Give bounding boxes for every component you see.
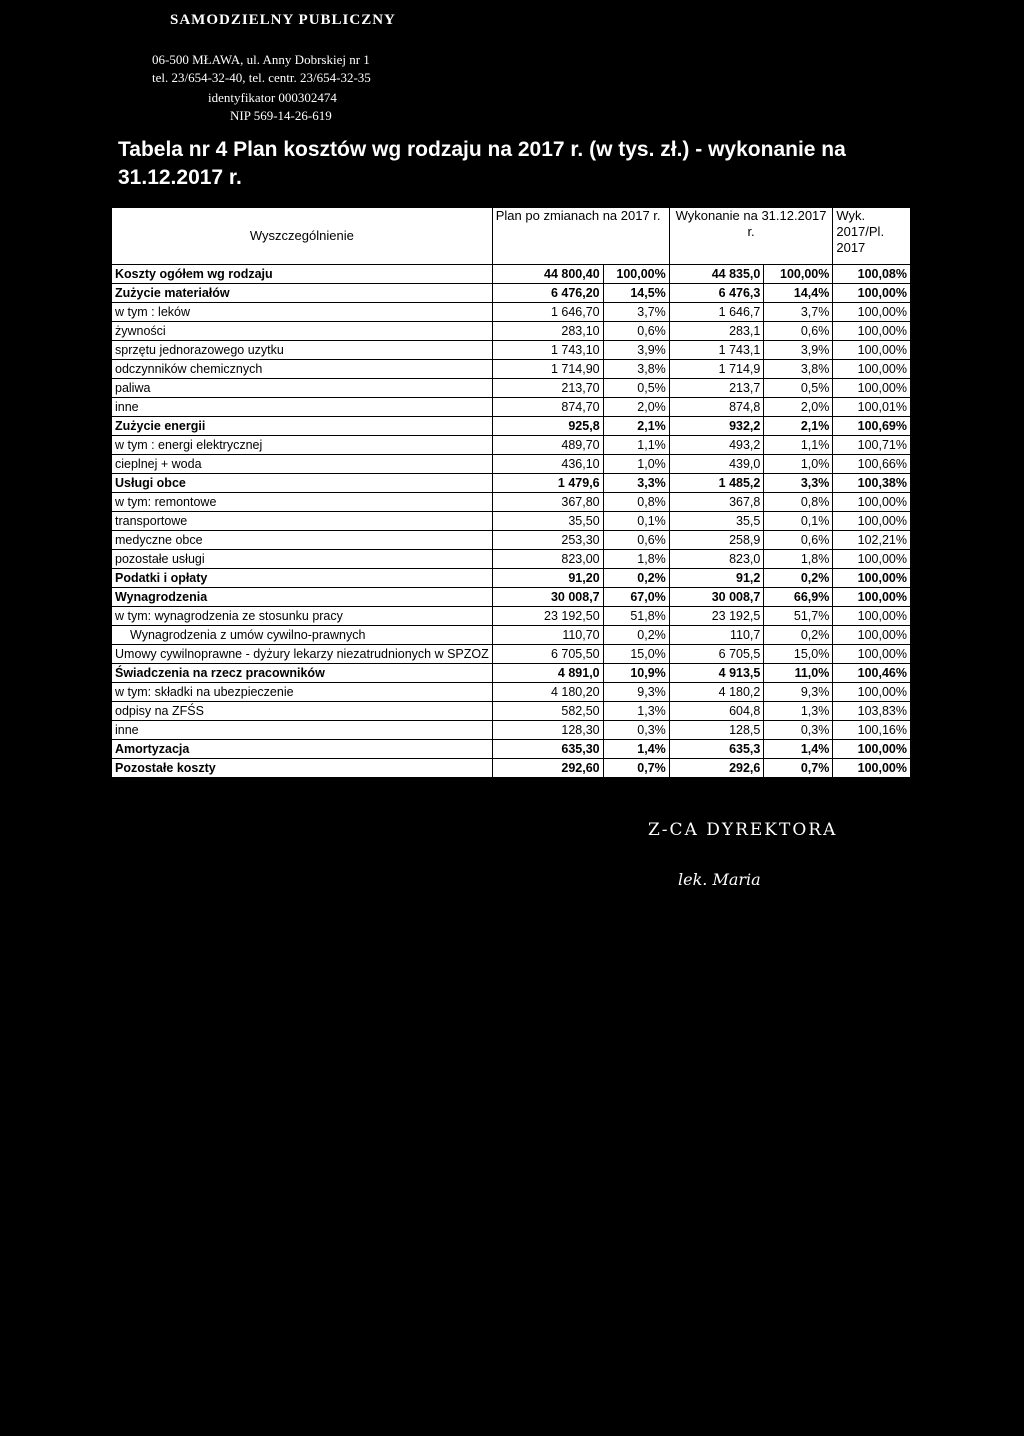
- plan-value: 292,60: [492, 759, 603, 778]
- table-row: [112, 493, 911, 512]
- execution-value: 439,0: [669, 455, 764, 474]
- row-label: inne: [112, 398, 493, 417]
- row-label: Świadczenia na rzecz pracowników: [112, 664, 493, 683]
- execution-value: 1 485,2: [669, 474, 764, 493]
- execution-share: 100,00%: [764, 265, 833, 284]
- plan-value: 44 800,40: [492, 265, 603, 284]
- row-label: Zużycie materiałów: [112, 284, 493, 303]
- plan-share: 1,0%: [603, 455, 669, 474]
- row-label: Pozostałe koszty: [112, 759, 493, 778]
- plan-value: 1 479,6: [492, 474, 603, 493]
- header-description: Wyszczególnienie: [112, 208, 493, 265]
- table-row: [112, 474, 911, 493]
- plan-value: 35,50: [492, 512, 603, 531]
- plan-share: 2,1%: [603, 417, 669, 436]
- execution-ratio: 100,00%: [833, 284, 911, 303]
- execution-value: 23 192,5: [669, 607, 764, 626]
- row-label: Wynagrodzenia: [112, 588, 493, 607]
- execution-share: 2,1%: [764, 417, 833, 436]
- plan-share: 3,9%: [603, 341, 669, 360]
- stamp-phone: tel. 23/654-32-40, tel. centr. 23/654-32-35: [152, 70, 371, 85]
- row-label: żywności: [112, 322, 493, 341]
- execution-value: 367,8: [669, 493, 764, 512]
- execution-ratio: 100,00%: [833, 550, 911, 569]
- execution-ratio: 100,00%: [833, 303, 911, 322]
- execution-value: 874,8: [669, 398, 764, 417]
- execution-ratio: 103,83%: [833, 702, 911, 721]
- plan-share: 0,6%: [603, 322, 669, 341]
- execution-ratio: 100,08%: [833, 265, 911, 284]
- header-execution: Wykonanie na 31.12.2017 r.: [669, 208, 833, 265]
- plan-share: 1,4%: [603, 740, 669, 759]
- row-label: Zużycie energii: [112, 417, 493, 436]
- plan-value: 367,80: [492, 493, 603, 512]
- row-label: odpisy na ZFŚS: [112, 702, 493, 721]
- plan-share: 0,8%: [603, 493, 669, 512]
- execution-ratio: 100,00%: [833, 341, 911, 360]
- execution-value: 635,3: [669, 740, 764, 759]
- execution-value: 292,6: [669, 759, 764, 778]
- table-row: [112, 588, 911, 607]
- plan-share: 9,3%: [603, 683, 669, 702]
- row-label: cieplnej + woda: [112, 455, 493, 474]
- execution-ratio: 100,01%: [833, 398, 911, 417]
- table-row: [112, 626, 911, 645]
- execution-share: 0,3%: [764, 721, 833, 740]
- execution-ratio: 100,16%: [833, 721, 911, 740]
- table-row: [112, 379, 911, 398]
- execution-ratio: 100,00%: [833, 569, 911, 588]
- table-row: [112, 341, 911, 360]
- signature-name: lek. Maria: [678, 870, 761, 889]
- execution-share: 0,2%: [764, 626, 833, 645]
- row-label: pozostałe usługi: [112, 550, 493, 569]
- table-title: Tabela nr 4 Plan kosztów wg rodzaju na 2017 r. (w tys. zł.) - wykonanie na 31.12.2017 r.: [118, 138, 846, 189]
- table-row: [112, 702, 911, 721]
- execution-share: 0,5%: [764, 379, 833, 398]
- execution-ratio: 100,00%: [833, 588, 911, 607]
- plan-value: 23 192,50: [492, 607, 603, 626]
- execution-ratio: 100,66%: [833, 455, 911, 474]
- table-row: [112, 360, 911, 379]
- execution-ratio: 102,21%: [833, 531, 911, 550]
- execution-share: 0,7%: [764, 759, 833, 778]
- plan-share: 0,2%: [603, 569, 669, 588]
- execution-ratio: 100,46%: [833, 664, 911, 683]
- plan-share: 1,1%: [603, 436, 669, 455]
- execution-value: 283,1: [669, 322, 764, 341]
- plan-share: 1,3%: [603, 702, 669, 721]
- row-label: w tym : leków: [112, 303, 493, 322]
- table-row: [112, 759, 911, 778]
- execution-value: 35,5: [669, 512, 764, 531]
- table-row: [112, 740, 911, 759]
- row-label: inne: [112, 721, 493, 740]
- plan-value: 1 714,90: [492, 360, 603, 379]
- execution-ratio: 100,71%: [833, 436, 911, 455]
- execution-share: 2,0%: [764, 398, 833, 417]
- table-row: [112, 265, 911, 284]
- plan-share: 67,0%: [603, 588, 669, 607]
- plan-value: 128,30: [492, 721, 603, 740]
- execution-value: 44 835,0: [669, 265, 764, 284]
- plan-share: 51,8%: [603, 607, 669, 626]
- execution-share: 0,6%: [764, 322, 833, 341]
- execution-ratio: 100,00%: [833, 493, 911, 512]
- execution-ratio: 100,00%: [833, 759, 911, 778]
- execution-share: 0,6%: [764, 531, 833, 550]
- execution-share: 0,2%: [764, 569, 833, 588]
- execution-ratio: 100,00%: [833, 360, 911, 379]
- plan-share: 0,3%: [603, 721, 669, 740]
- plan-share: 0,7%: [603, 759, 669, 778]
- plan-share: 3,3%: [603, 474, 669, 493]
- plan-value: 4 180,20: [492, 683, 603, 702]
- row-label: Podatki i opłaty: [112, 569, 493, 588]
- execution-share: 9,3%: [764, 683, 833, 702]
- stamp-nip: NIP 569-14-26-619: [230, 108, 332, 123]
- plan-value: 253,30: [492, 531, 603, 550]
- row-label: Wynagrodzenia z umów cywilno-prawnych: [112, 626, 493, 645]
- plan-value: 489,70: [492, 436, 603, 455]
- plan-value: 436,10: [492, 455, 603, 474]
- row-label: Usługi obce: [112, 474, 493, 493]
- plan-value: 110,70: [492, 626, 603, 645]
- execution-value: 4 913,5: [669, 664, 764, 683]
- execution-value: 4 180,2: [669, 683, 764, 702]
- plan-value: 4 891,0: [492, 664, 603, 683]
- execution-value: 6 476,3: [669, 284, 764, 303]
- table-row: [112, 721, 911, 740]
- plan-value: 6 705,50: [492, 645, 603, 664]
- plan-value: 874,70: [492, 398, 603, 417]
- table-row: [112, 645, 911, 664]
- execution-share: 1,4%: [764, 740, 833, 759]
- plan-share: 100,00%: [603, 265, 669, 284]
- execution-ratio: 100,69%: [833, 417, 911, 436]
- execution-ratio: 100,00%: [833, 683, 911, 702]
- execution-value: 1 646,7: [669, 303, 764, 322]
- execution-share: 14,4%: [764, 284, 833, 303]
- table-row: [112, 607, 911, 626]
- row-label: Amortyzacja: [112, 740, 493, 759]
- row-label: transportowe: [112, 512, 493, 531]
- execution-share: 1,1%: [764, 436, 833, 455]
- execution-value: 932,2: [669, 417, 764, 436]
- plan-share: 2,0%: [603, 398, 669, 417]
- execution-share: 0,8%: [764, 493, 833, 512]
- table-row: [112, 436, 911, 455]
- plan-share: 10,9%: [603, 664, 669, 683]
- execution-ratio: 100,00%: [833, 740, 911, 759]
- plan-share: 15,0%: [603, 645, 669, 664]
- stamp-identifier: identyfikator 000302474: [208, 90, 337, 105]
- row-label: w tym: składki na ubezpieczenie: [112, 683, 493, 702]
- execution-ratio: 100,00%: [833, 379, 911, 398]
- execution-value: 128,5: [669, 721, 764, 740]
- stamp-address: 06-500 MŁAWA, ul. Anny Dobrskiej nr 1: [152, 52, 370, 67]
- table-row: [112, 683, 911, 702]
- table-row: [112, 322, 911, 341]
- plan-value: 582,50: [492, 702, 603, 721]
- cost-table: [111, 207, 911, 778]
- execution-share: 3,7%: [764, 303, 833, 322]
- row-label: medyczne obce: [112, 531, 493, 550]
- plan-value: 925,8: [492, 417, 603, 436]
- plan-value: 213,70: [492, 379, 603, 398]
- execution-value: 110,7: [669, 626, 764, 645]
- execution-share: 0,1%: [764, 512, 833, 531]
- plan-share: 0,2%: [603, 626, 669, 645]
- plan-share: 14,5%: [603, 284, 669, 303]
- table-row: [112, 512, 911, 531]
- plan-value: 1 743,10: [492, 341, 603, 360]
- execution-share: 15,0%: [764, 645, 833, 664]
- execution-value: 91,2: [669, 569, 764, 588]
- execution-ratio: 100,38%: [833, 474, 911, 493]
- table-row: [112, 417, 911, 436]
- plan-value: 30 008,7: [492, 588, 603, 607]
- header-plan: Plan po zmianach na 2017 r.: [492, 208, 669, 265]
- table-row: [112, 455, 911, 474]
- plan-share: 0,5%: [603, 379, 669, 398]
- row-label: Umowy cywilnoprawne - dyżury lekarzy niezatrudnionych w SPZOZ: [112, 645, 493, 664]
- table-row: [112, 303, 911, 322]
- execution-value: 213,7: [669, 379, 764, 398]
- execution-ratio: 100,00%: [833, 607, 911, 626]
- table-row: [112, 569, 911, 588]
- execution-ratio: 100,00%: [833, 626, 911, 645]
- execution-ratio: 100,00%: [833, 322, 911, 341]
- row-label: Koszty ogółem wg rodzaju: [112, 265, 493, 284]
- execution-share: 1,3%: [764, 702, 833, 721]
- header-ratio: Wyk. 2017/Pl. 2017: [833, 208, 911, 265]
- execution-share: 11,0%: [764, 664, 833, 683]
- execution-share: 1,0%: [764, 455, 833, 474]
- plan-share: 3,8%: [603, 360, 669, 379]
- execution-value: 258,9: [669, 531, 764, 550]
- stamp-org: SAMODZIELNY PUBLICZNY: [170, 12, 396, 28]
- row-label: w tym: wynagrodzenia ze stosunku pracy: [112, 607, 493, 626]
- plan-value: 1 646,70: [492, 303, 603, 322]
- table-header-row: [112, 208, 911, 265]
- row-label: w tym: remontowe: [112, 493, 493, 512]
- row-label: paliwa: [112, 379, 493, 398]
- table-row: [112, 398, 911, 417]
- table-row: [112, 550, 911, 569]
- execution-share: 3,3%: [764, 474, 833, 493]
- execution-value: 1 714,9: [669, 360, 764, 379]
- execution-ratio: 100,00%: [833, 512, 911, 531]
- plan-value: 823,00: [492, 550, 603, 569]
- row-label: odczynników chemicznych: [112, 360, 493, 379]
- execution-share: 66,9%: [764, 588, 833, 607]
- execution-value: 823,0: [669, 550, 764, 569]
- plan-share: 0,6%: [603, 531, 669, 550]
- execution-share: 51,7%: [764, 607, 833, 626]
- row-label: w tym : energi elektrycznej: [112, 436, 493, 455]
- plan-value: 283,10: [492, 322, 603, 341]
- table-row: [112, 284, 911, 303]
- table-row: [112, 531, 911, 550]
- plan-value: 6 476,20: [492, 284, 603, 303]
- execution-value: 1 743,1: [669, 341, 764, 360]
- execution-share: 3,8%: [764, 360, 833, 379]
- plan-share: 3,7%: [603, 303, 669, 322]
- plan-value: 91,20: [492, 569, 603, 588]
- execution-share: 3,9%: [764, 341, 833, 360]
- execution-value: 6 705,5: [669, 645, 764, 664]
- execution-share: 1,8%: [764, 550, 833, 569]
- plan-value: 635,30: [492, 740, 603, 759]
- plan-share: 1,8%: [603, 550, 669, 569]
- execution-value: 30 008,7: [669, 588, 764, 607]
- execution-value: 493,2: [669, 436, 764, 455]
- table-row: [112, 664, 911, 683]
- execution-ratio: 100,00%: [833, 645, 911, 664]
- row-label: sprzętu jednorazowego uzytku: [112, 341, 493, 360]
- plan-share: 0,1%: [603, 512, 669, 531]
- execution-value: 604,8: [669, 702, 764, 721]
- signature-block: [648, 820, 838, 889]
- signature-role: Z-CA DYREKTORA: [648, 820, 838, 840]
